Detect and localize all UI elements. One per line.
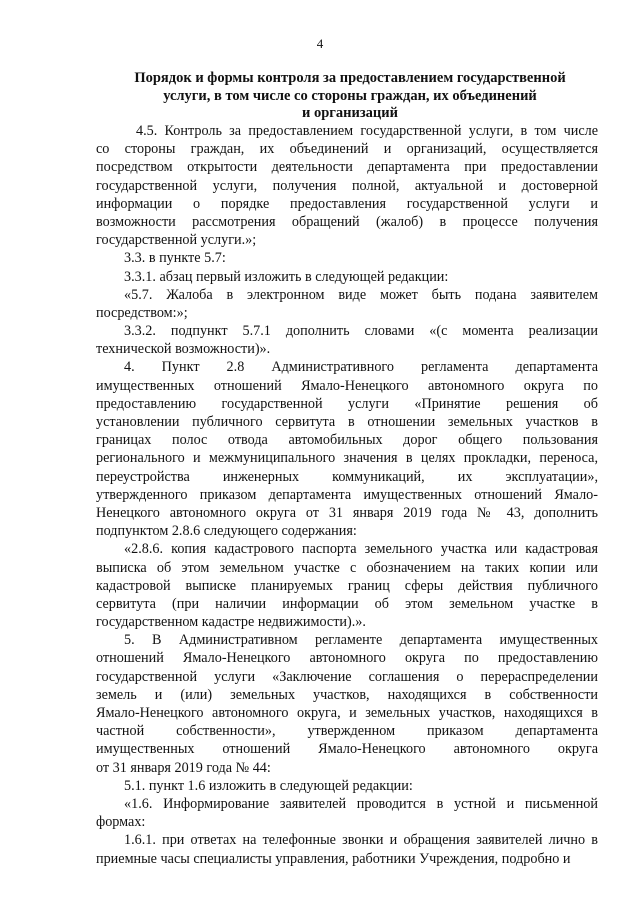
paragraph-line: частной собственности», утвержденном приказом департамента	[96, 723, 598, 740]
paragraph-line: 4. Пункт 2.8 Административного регламента департамента	[124, 359, 598, 376]
paragraph-line: формах:	[96, 814, 146, 831]
paragraph-line: «2.8.6. копия кадастрового паспорта земельного участка или кадастровая	[124, 541, 598, 558]
paragraph-line: посредством:»;	[96, 304, 188, 321]
paragraph-line: посредством открытости деятельности департамента при предоставлении	[96, 159, 598, 176]
paragraph-line: выписка об этом земельном участке с обозначением на таких копии или	[96, 559, 598, 576]
document-body	[96, 122, 598, 868]
paragraph-line: приемные часы специалисты управления, работники Учреждения, подробно и	[96, 850, 571, 867]
paragraph	[96, 249, 598, 267]
paragraph	[96, 540, 598, 631]
paragraph-line: сервитута (при наличии информации об этом земельном участке в	[96, 595, 598, 612]
paragraph	[96, 795, 598, 831]
paragraph-line: информации о порядке предоставления государственной услуги и	[96, 195, 598, 212]
paragraph	[96, 358, 598, 540]
paragraph-line: от 31 января 2019 года № 44:	[96, 759, 271, 776]
paragraph-line: Ямало-Ненецкого автономного округа, и земельных участков, находящихся в	[96, 705, 598, 721]
paragraph-line: со стороны граждан, их объединений и организаций, осуществляется	[96, 141, 598, 158]
paragraph-line: кадастровой выписке планируемых границ сферы действия публичного	[96, 577, 598, 594]
page-number: 4	[316, 36, 324, 51]
paragraph	[96, 268, 598, 286]
paragraph-line: 3.3.1. абзац первый изложить в следующей редакции:	[124, 268, 449, 285]
paragraph-line: технической возможности)».	[96, 341, 271, 358]
paragraph-line: утвержденного приказом департамента имущественных отношений Ямало-	[96, 486, 598, 503]
paragraph-line: «1.6. Информирование заявителей проводится в устной и письменной	[124, 795, 598, 812]
paragraph	[96, 322, 598, 358]
paragraph-line: 4.5. Контроль за предоставлением государственной услуги, в том числе	[136, 123, 598, 139]
paragraph-line: земель и (или) земельных участков, находящихся в собственности	[96, 686, 598, 703]
paragraph-line: возможности рассмотрения обращений (жалоб) в процессе получения	[96, 213, 598, 230]
paragraph-line: отношений Ямало-Ненецкого автономного округа по предоставлению	[96, 650, 598, 667]
paragraph	[96, 777, 598, 795]
paragraph-line: 5.1. пункт 1.6 изложить в следующей редакции:	[124, 777, 413, 794]
paragraph-line: границах полос отвода автомобильных дорог общего пользования	[96, 432, 598, 449]
paragraph-line: предоставлению государственной услуги «Принятие решения об	[96, 395, 598, 412]
paragraph-line: Ненецкого автономного округа от 31 января 2019 года № 43, дополнить	[96, 504, 598, 521]
paragraph-line: 3.3. в пункте 5.7:	[124, 250, 226, 267]
paragraph-line: государственной услуги.»;	[96, 232, 257, 249]
paragraph-line: государственной услуги, получения полной, актуальной и достоверной	[96, 177, 598, 194]
paragraph	[96, 286, 598, 322]
section-title-line: и организаций	[302, 105, 398, 121]
paragraph-line: государственном кадастре недвижимости).».	[96, 614, 366, 631]
paragraph-line: 5. В Административном регламенте департамента имущественных	[124, 632, 598, 649]
paragraph	[96, 831, 598, 867]
paragraph-line: государственной услуги «Заключение соглашения о перераспределении	[96, 668, 598, 685]
paragraph	[96, 122, 598, 249]
section-title-line: услуги, в том числе со стороны граждан, их объединений	[163, 87, 537, 104]
paragraph-line: подпунктом 2.8.6 следующего содержания:	[96, 523, 357, 540]
paragraph-line: установлении публичного сервитута в отношении земельных участков в	[96, 414, 598, 430]
paragraph-line: «5.7. Жалоба в электронном виде может быть подана заявителем	[124, 286, 598, 303]
paragraph-line: имущественных отношений Ямало-Ненецкого автономного округа по	[96, 377, 598, 394]
paragraph-line: 3.3.2. подпункт 5.7.1 дополнить словами «(с момента реализации	[124, 323, 598, 340]
paragraph	[96, 631, 598, 777]
paragraph-line: переустройства инженерных коммуникаций, их эксплуатации»,	[96, 468, 598, 485]
paragraph-line: регионального и межмуниципального значения в целях прокладки, переноса,	[96, 450, 598, 467]
paragraph-line: 1.6.1. при ответах на телефонные звонки и обращения заявителей лично в	[124, 832, 598, 849]
section-title-line: Порядок и формы контроля за предоставлением государственной	[134, 70, 566, 86]
section-title	[110, 70, 590, 123]
paragraph-line: имущественных отношений Ямало-Ненецкого автономного округа	[96, 741, 598, 758]
